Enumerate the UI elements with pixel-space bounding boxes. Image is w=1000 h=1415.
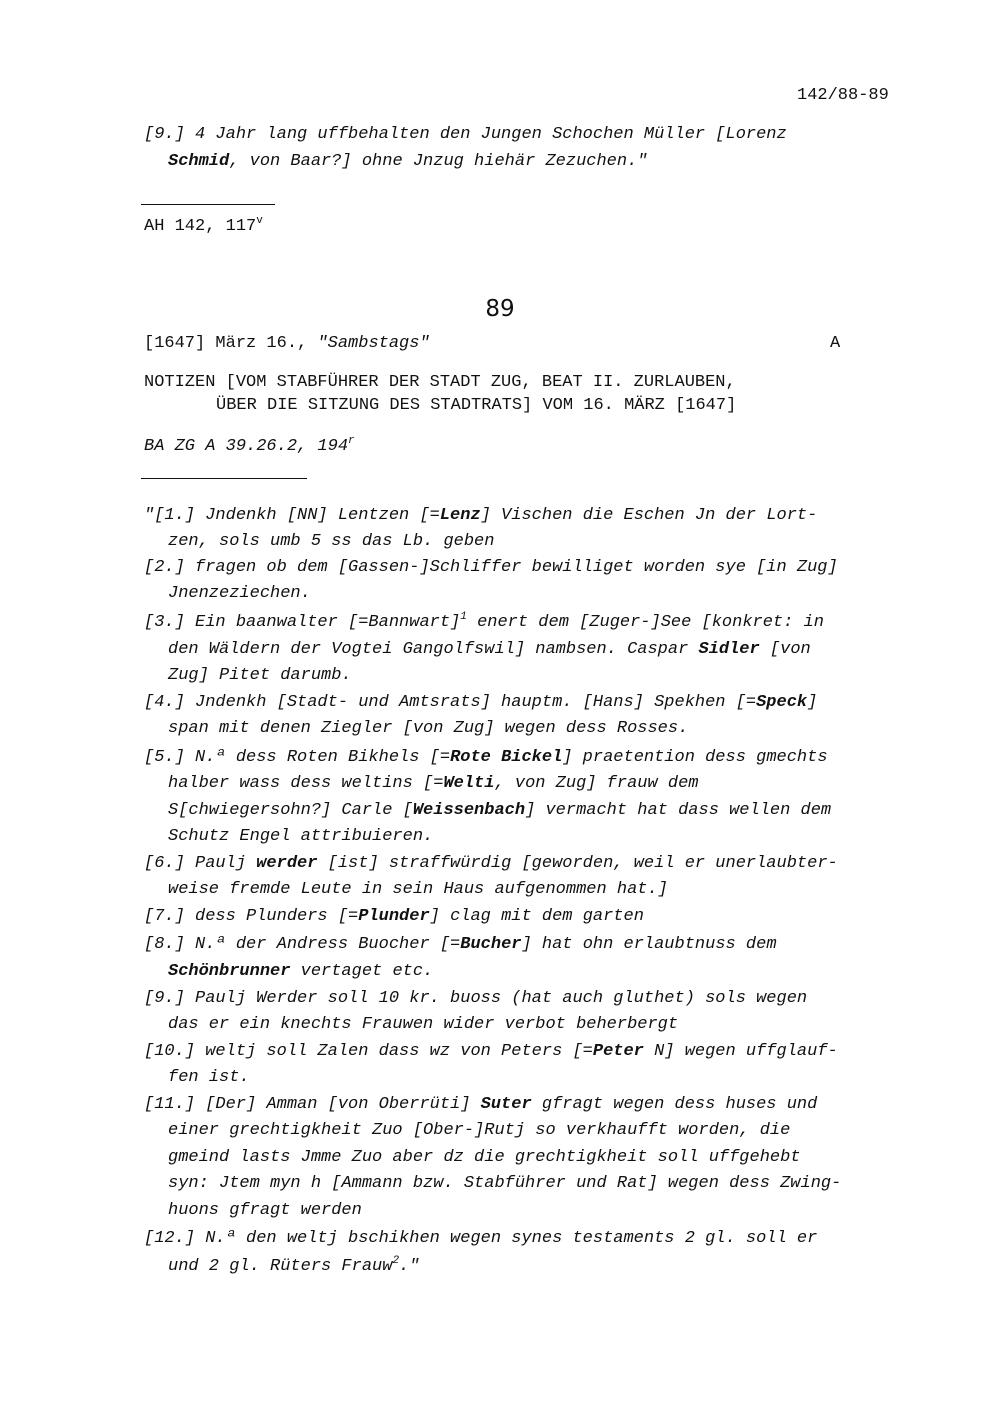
entry-8-line-1	[144, 935, 777, 954]
entry-9-line-2: das er ein knechts Frauwen wider verbot beherbergt	[168, 1015, 679, 1034]
entry-10-line-1	[144, 1042, 838, 1061]
source-text: BA ZG A 39.26.2, 194	[144, 437, 349, 456]
person-name: Lenz	[439, 506, 481, 525]
folio-side: r	[348, 435, 355, 447]
text-segment: ."	[399, 1257, 420, 1276]
divider-line	[141, 478, 307, 479]
text-segment: ] hat ohn erlaubtnuss dem	[521, 935, 777, 954]
previous-entry-line-1: [9.] 4 Jahr lang uffbehalten den Jungen Schochen Müller [Lorenz	[144, 125, 787, 144]
entry-11-line-4: syn: Jtem myn h [Ammann bzw. Stabführer und Rat] wegen dess Zwing-	[168, 1174, 842, 1193]
source-text: AH 142, 117	[144, 217, 257, 236]
previous-source-reference	[144, 217, 263, 236]
entry-10-line-2: fen ist.	[168, 1068, 250, 1087]
person-name: Schmid	[168, 152, 230, 171]
person-name: Schönbrunner	[168, 962, 291, 981]
person-name: Weissenbach	[412, 801, 526, 820]
person-name: werder	[256, 854, 318, 873]
text-segment: ] clag mit dem garten	[429, 907, 644, 926]
person-name: Bucher	[460, 935, 522, 954]
entry-12-line-2	[168, 1257, 419, 1276]
person-name: Welti	[443, 774, 495, 793]
entry-6-line-1	[144, 854, 838, 873]
entry-8-line-2	[168, 962, 433, 981]
person-name: Speck	[756, 693, 808, 712]
entry-7-line-1	[144, 907, 644, 926]
text-segment: [10.] weltj soll Zalen dass wz von Peters [=	[144, 1042, 593, 1061]
text-segment: ] vermacht hat dass wellen dem	[525, 801, 832, 820]
entry-5-line-1	[144, 748, 828, 767]
previous-entry-line-2	[168, 152, 648, 171]
footnote-marker: 2	[392, 1255, 400, 1267]
footnote-marker: 1	[460, 611, 467, 623]
document-number: 89	[485, 296, 515, 322]
divider-line	[141, 204, 275, 205]
entry-3-line-1	[144, 613, 824, 632]
entry-1-line-1	[144, 506, 817, 525]
text-segment: , von Baar?] ohne Jnzug hiehär Zezuchen."	[229, 152, 648, 171]
text-segment: [5.] N.ª dess Roten Bikhels [=	[144, 748, 451, 767]
entry-11-line-5: huons gfragt werden	[168, 1201, 362, 1220]
entry-3-line-2	[168, 640, 811, 659]
document-title-line-1: NOTIZEN [VOM STABFÜHRER DER STADT ZUG, BEAT II. ZURLAUBEN,	[144, 373, 736, 392]
text-segment: N] wegen uffglauf-	[643, 1042, 838, 1061]
text-segment: ] Vischen die Eschen Jn der Lort-	[480, 506, 818, 525]
entry-1-line-2: zen, sols umb 5 ss das Lb. geben	[168, 532, 495, 551]
text-segment: [11.] [Der] Amman [von Oberrüti]	[144, 1095, 481, 1114]
text-segment: halber wass dess weltins [=	[168, 774, 444, 793]
entry-4-line-1	[144, 693, 817, 712]
text-segment: [4.] Jndenkh [Stadt- und Amtsrats] hauptm. [Hans] Spekhen [=	[144, 693, 757, 712]
entry-12-line-1: [12.] N.ª den weltj bschikhen wegen synes testaments 2 gl. soll er	[144, 1229, 818, 1248]
entry-5-line-4: Schutz Engel attribuieren.	[168, 827, 434, 846]
folio-side: v	[256, 215, 263, 227]
entry-9-line-1: [9.] Paulj Werder soll 10 kr. buoss (hat auch gluthet) sols wegen	[144, 989, 808, 1008]
entry-11-line-1	[144, 1095, 817, 1114]
text-segment: und 2 gl. Rüters Frauw	[168, 1257, 393, 1276]
date-text: [1647] März 16.,	[144, 334, 318, 353]
text-segment: [6.] Paulj	[144, 854, 257, 873]
person-name: Plunder	[358, 907, 430, 926]
person-name: Rote Bickel	[450, 748, 563, 767]
text-segment: [7.] dess Plunders [=	[144, 907, 359, 926]
text-segment: [ist] straffwürdig [geworden, weil er unerlaubter-	[317, 854, 838, 873]
person-name: Peter	[592, 1042, 644, 1061]
person-name: Suter	[480, 1095, 532, 1114]
entry-11-line-3: gmeind lasts Jmme Zuo aber dz die grechtigkheit soll uffgehebt	[168, 1148, 801, 1167]
entry-11-line-2: einer grechtigkheit Zuo [Ober-]Rutj so verkhaufft worden, die	[168, 1121, 791, 1140]
text-segment: [8.] N.ª der Andress Buocher [=	[144, 935, 461, 954]
text-segment: enert dem [Zuger-]See [konkret: in	[466, 613, 824, 632]
text-segment: gfragt wegen dess huses und	[531, 1095, 818, 1114]
entry-4-line-2: span mit denen Ziegler [von Zug] wegen dess Rosses.	[168, 719, 689, 738]
entry-5-line-3	[168, 801, 831, 820]
entry-2-line-2: Jnenzeziechen.	[168, 584, 311, 603]
entry-6-line-2: weise fremde Leute in sein Haus aufgenommen hat.]	[168, 880, 668, 899]
text-segment: den Wäldern der Vogtei Gangolfswil] nambsen. Caspar	[168, 640, 699, 659]
document-title-line-2: ÜBER DIE SITZUNG DES STADTRATS] VOM 16. MÄRZ [1647]	[216, 396, 737, 415]
text-segment: , von Zug] frauw dem	[494, 774, 699, 793]
document-source-reference	[144, 437, 355, 456]
text-segment: [von	[759, 640, 811, 659]
text-segment: S[chwiegersohn?] Carle [	[168, 801, 413, 820]
entry-2-line-1: [2.] fragen ob dem [Gassen-]Schliffer bewilliget worden sye [in Zug]	[144, 558, 838, 577]
text-segment: [3.] Ein baanwalter [=Bannwart]	[144, 613, 461, 632]
entry-5-line-2	[168, 774, 699, 793]
text-segment: vertaget etc.	[290, 962, 434, 981]
text-segment: "[1.] Jndenkh [NN] Lentzen [=	[144, 506, 440, 525]
document-date	[144, 334, 430, 353]
person-name: Sidler	[698, 640, 760, 659]
document-type-letter: A	[830, 334, 841, 353]
text-segment: ]	[807, 693, 818, 712]
entry-3-line-3: Zug] Pitet darumb.	[168, 666, 352, 685]
date-quote: "Sambstags"	[317, 334, 430, 353]
page-number: 142/88-89	[797, 86, 889, 105]
text-segment: ] praetention dess gmechts	[562, 748, 828, 767]
